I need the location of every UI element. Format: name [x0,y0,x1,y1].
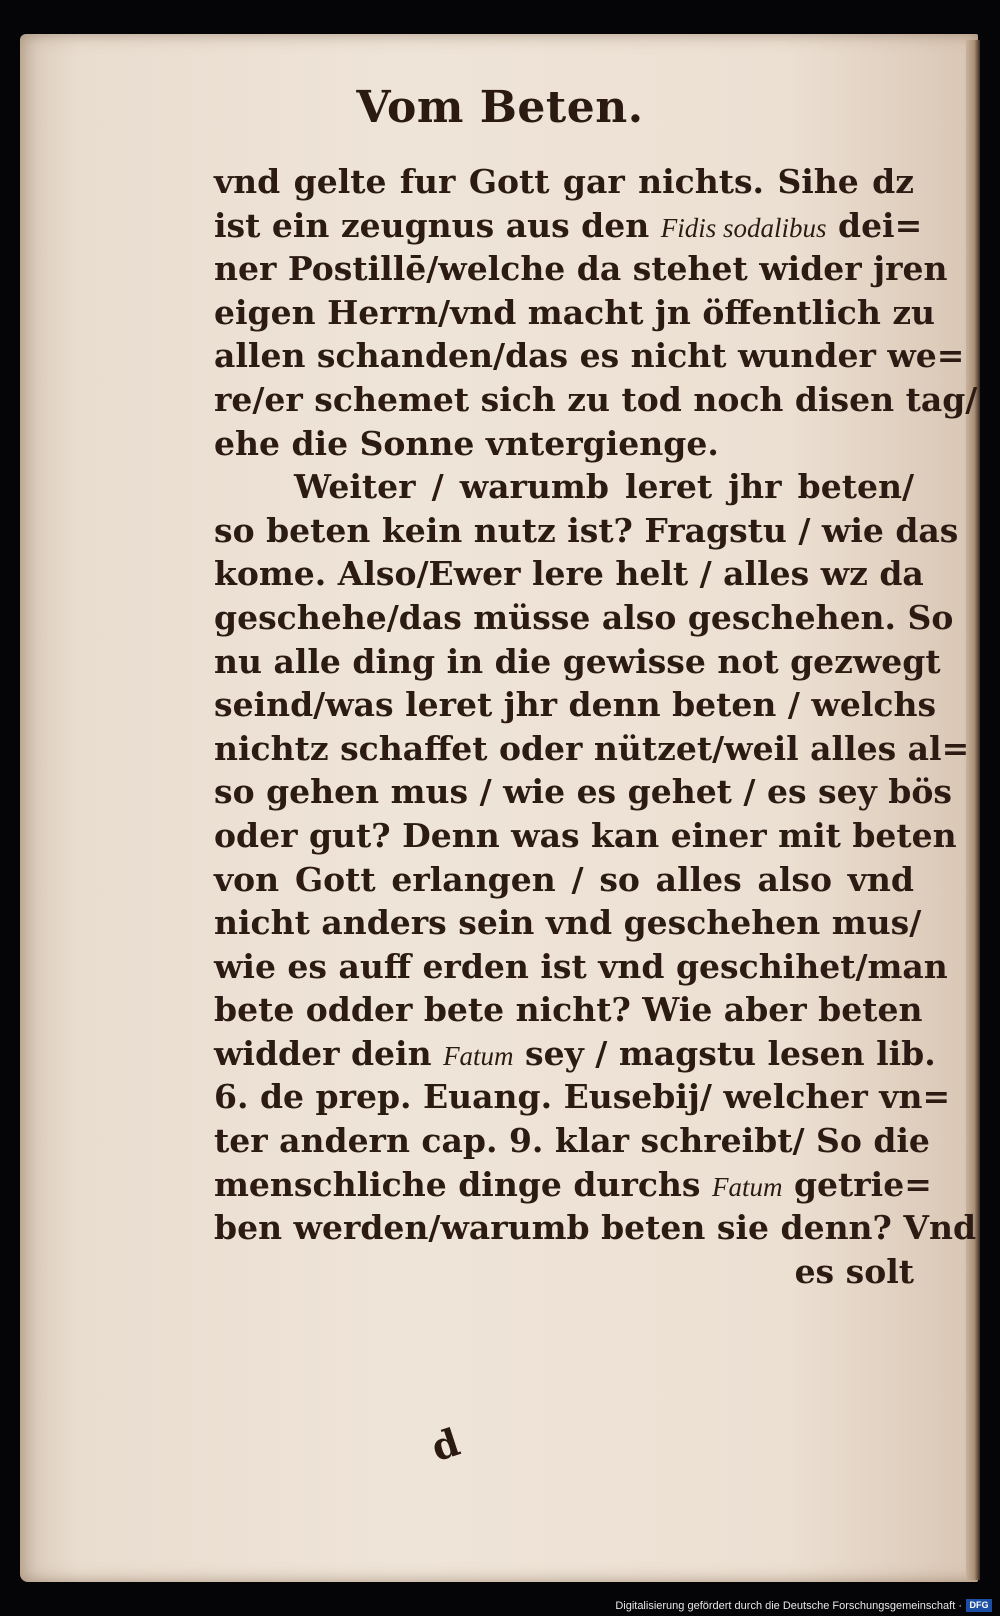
text-line [214,422,914,466]
latin-term: Fatum [711,1171,783,1202]
latin-term: Fatum [443,1040,514,1071]
text-segment: ben werden/warumb beten sie denn? Vnd [214,1208,977,1248]
text-segment: nu alle ding in die gewisse not gezwegt [214,641,941,681]
signature-mark: d [425,1418,465,1471]
text-segment: bete odder bete nicht? Wie aber beten [214,990,923,1030]
text-line [214,1206,977,1250]
text-line [214,291,936,335]
text-line [214,814,957,858]
footer-credit: Digitalisierung gefördert durch die Deutsche Forschungsgemeinschaft · [615,1600,962,1612]
text-segment: geschehe/das müsse also geschehen. So [214,597,954,637]
text-segment: so beten kein nutz ist? Fragstu / wie das [214,510,959,550]
text-segment: getrie= [782,1164,932,1204]
text-line [214,858,914,902]
text-segment: kome. Also/Ewer lere helt / alles wz da [214,554,924,594]
text-segment: re/er schemet sich zu tod noch disen tag/ [214,379,978,419]
text-line [214,552,924,596]
text-line [214,596,954,640]
text-segment: nicht anders sein vnd geschehen mus/ [214,903,922,943]
text-line [214,509,959,553]
text-line [214,683,937,727]
text-segment: menschliche dinge durchs [214,1164,712,1204]
text-segment: 6. de prep. Euang. Eusebij/ welcher vn= [214,1077,951,1117]
text-line [214,945,948,989]
text-segment: widder dein [214,1033,444,1073]
text-segment: Weiter / warumb leret jhr beten/ [294,467,914,507]
text-line [214,204,923,248]
text-segment: oder gut? Denn was kan einer mit beten [214,815,957,855]
text-line [214,378,978,422]
text-line [214,1032,936,1076]
footer-bar [0,1590,1000,1616]
text-segment: dei= [826,205,923,245]
catchword-line [214,1250,914,1294]
text-line [214,160,914,204]
page-edge [966,40,980,1580]
text-segment: nichtz schaffet oder nützet/weil alles al= [214,728,970,768]
catchword: es solt [794,1251,914,1291]
latin-term: Fidis sodalibus [660,212,827,243]
text-segment: vnd gelte fur Gott gar nichts. Sihe dz [214,162,914,201]
text-line [214,1163,932,1207]
text-segment: von Gott erlangen / so alles also vnd [214,859,914,899]
text-segment: ehe die Sonne vntergienge. [214,423,719,463]
text-segment: eigen Herrn/vnd macht jn öffentlich zu [214,292,936,332]
text-line [214,901,922,945]
text-line [214,1119,930,1163]
text-segment: so gehen mus / wie es gehet / es sey bös [214,772,952,812]
text-segment: ist ein zeugnus aus den [214,205,661,245]
text-line [214,334,965,378]
text-segment: wie es auff erden ist vnd geschihet/man [214,946,948,986]
text-line [214,988,923,1032]
text-line [214,640,941,684]
body-text [214,160,978,1293]
running-head: Vom Beten. [356,82,644,133]
text-segment: ner Postillē/welche da stehet wider jren [214,249,948,289]
text-segment: seind/was leret jhr denn beten / welchs [214,685,937,725]
text-line [214,770,952,814]
text-line [214,247,948,291]
text-segment: allen schanden/das es nicht wunder we= [214,336,965,376]
text-line [214,727,970,771]
text-segment: sey / magstu lesen lib. [513,1033,936,1073]
text-line [214,465,914,509]
dfg-logo: DFG [966,1599,992,1612]
text-line [214,1075,951,1119]
text-segment: ter andern cap. 9. klar schreibt/ So die [214,1121,930,1161]
